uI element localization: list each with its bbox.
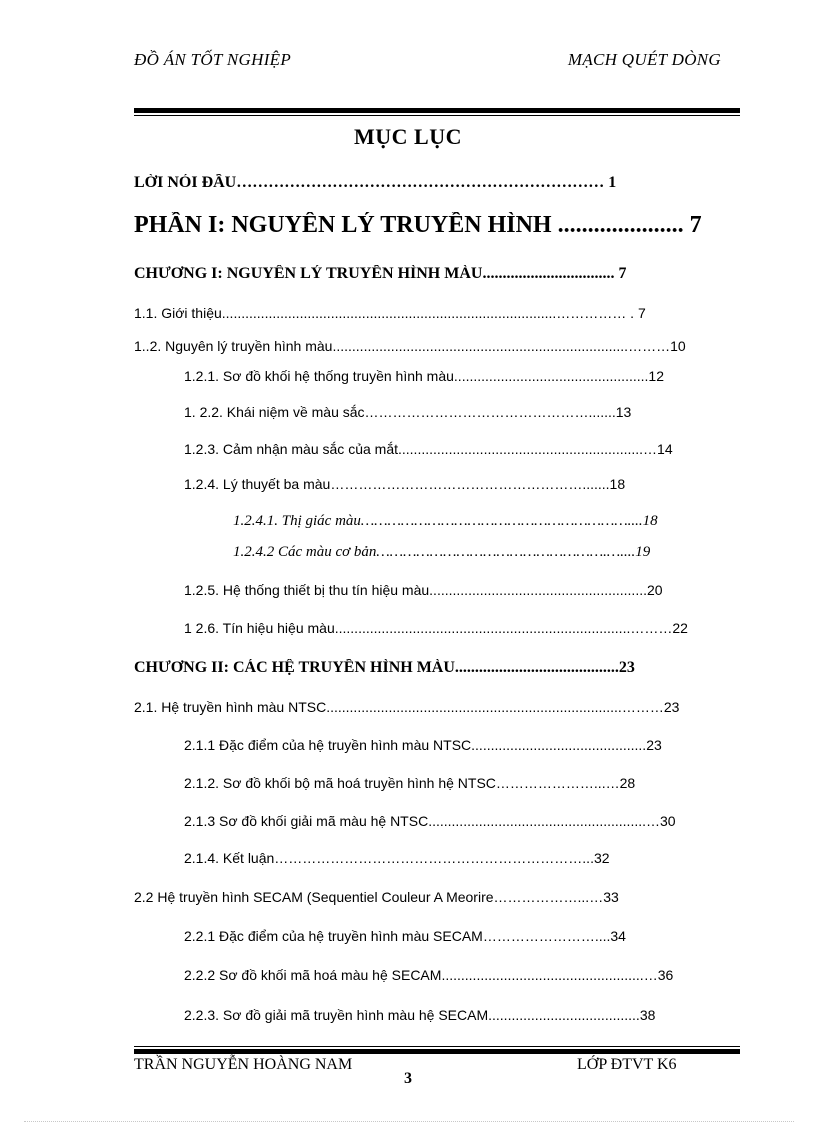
footer-rule	[134, 1046, 740, 1055]
toc-chapter-1: CHƯƠNG I: NGUYÊN LÝ TRUYỀN HÌNH MÀU................................. 7	[134, 265, 627, 282]
toc-item: 1.2.4. Lý thuyết ba màu……………………………………………….......18	[184, 476, 626, 492]
toc-item: 1.2.3. Cảm nhận màu sắc của mắt...............................................................…14	[184, 441, 673, 457]
page-header-right: MẠCH QUÉT DÒNG	[567, 50, 721, 69]
toc-item: 2.1.2. Sơ đồ khối bộ mã hoá truyền hình hệ NTSC…………………...…28	[184, 775, 636, 791]
toc-item: 1.2.4.1. Thị giác màu……………………………………………………....18	[233, 513, 658, 529]
toc-item: 1.2.4.2 Các màu cơ bản…………………………………………….…....19	[233, 544, 651, 560]
toc-item: 2.2 Hệ truyền hình SECAM (Sequentiel Couleur A Meorire………………...…33	[134, 889, 619, 905]
toc-chapter-2: CHƯƠNG II: CÁC HỆ TRUYỀN HÌNH MÀU.........................................23	[134, 659, 635, 676]
toc-preface: LỜI NÓI ĐẦU…………………………………………………………… 1	[134, 174, 617, 191]
toc-item: 2.1.4. Kết luận…………………………………………………………...32	[184, 850, 610, 866]
page-edge-divider	[24, 1121, 794, 1122]
toc-item: 1..2. Nguyên lý truyền hình màu............................................................................………10	[134, 338, 686, 354]
toc-item: 1.2.5. Hệ thống thiết bị thu tín hiệu màu........................................................20	[184, 582, 663, 598]
toc-item: 1. 2.2. Khái niệm về màu sắc………………………………………….......13	[184, 404, 632, 420]
footer-author: TRẦN NGUYỄN HOÀNG NAM	[134, 1056, 353, 1073]
toc-part-1: PHẦN I: NGUYÊN LÝ TRUYỀN HÌNH ..................... 7	[134, 212, 702, 238]
page-header-left: ĐỒ ÁN TỐT NGHIỆP	[134, 50, 292, 69]
toc-item: 2.1.3 Sơ đồ khối giải mã màu hệ NTSC........................................................…30	[184, 813, 676, 829]
toc-item: 1.1. Giới thiệu......................................................................................…………… . 7	[134, 305, 646, 321]
page-title: MỤC LỤC	[354, 124, 462, 149]
toc-item: 2.2.1 Đặc điểm của hệ truyền hình màu SECAM……………………....34	[184, 928, 626, 944]
toc-item: 1.2.1. Sơ đồ khối hệ thống truyền hình màu..................................................12	[184, 368, 664, 384]
page-number: 3	[404, 1070, 412, 1087]
toc-item: 2.1.1 Đặc điểm của hệ truyền hình màu NTSC.............................................23	[184, 737, 662, 753]
toc-item: 1 2.6. Tín hiệu hiệu màu............................................................................………22	[184, 620, 688, 636]
footer-class: LỚP ĐTVT K6	[577, 1056, 677, 1073]
toc-item: 2.2.2 Sơ đồ khối mã hoá màu hệ SECAM....................................................…36	[184, 967, 674, 983]
toc-item: 2.2.3. Sơ đồ giải mã truyền hình màu hệ SECAM.......................................38	[184, 1007, 656, 1023]
toc-item: 2.1. Hệ truyền hình màu NTSC............................................................................………23	[134, 699, 680, 715]
header-rule	[134, 108, 740, 117]
